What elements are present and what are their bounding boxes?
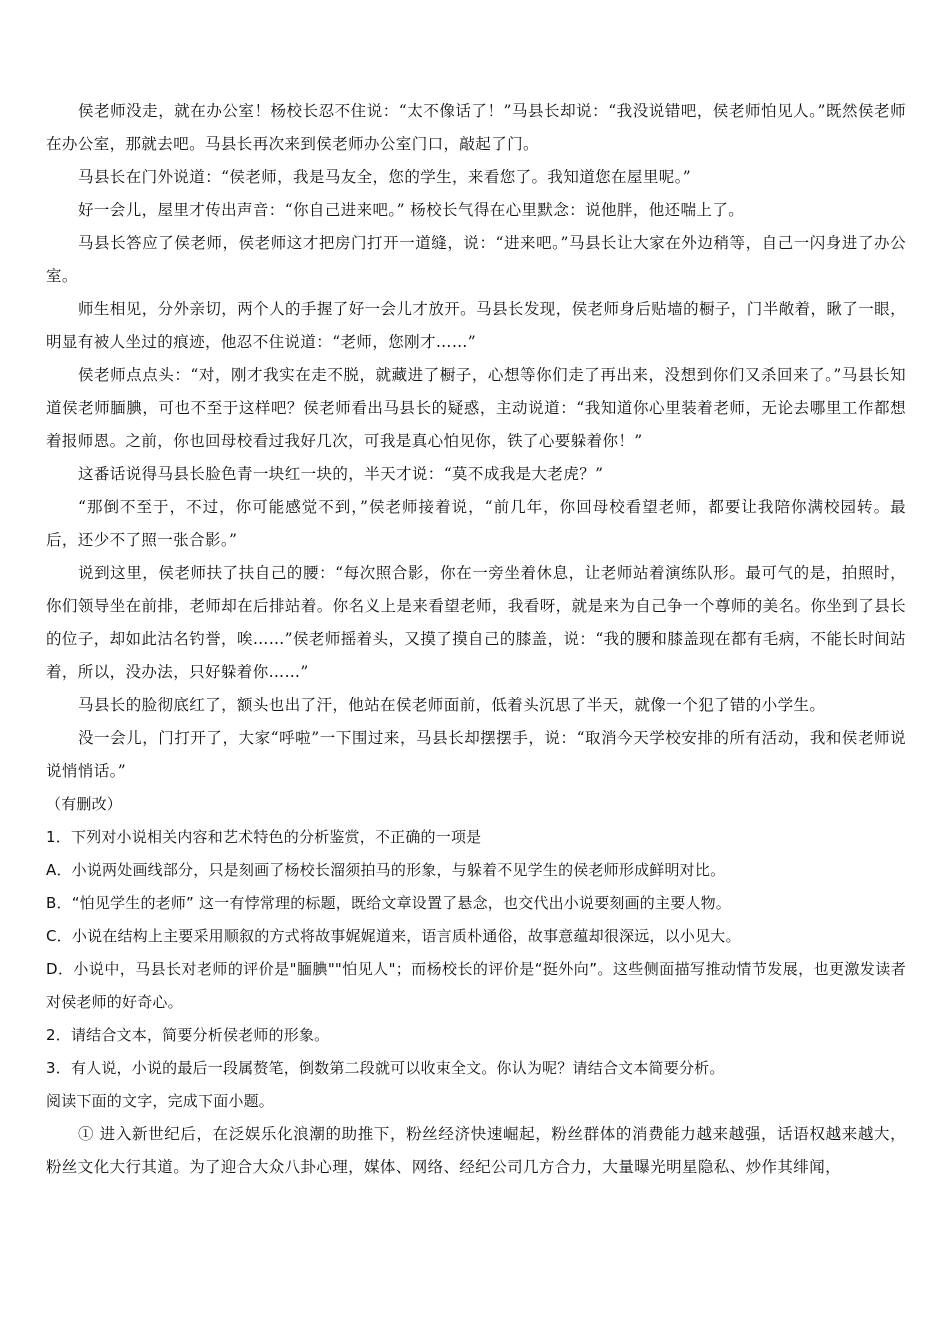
story-paragraph: “那倒不至于，不过，你可能感觉不到，”侯老师接着说，“前几年，你回母校看望老师，都要让我陪你满校园转。最后，还少不了照一张合影。” — [46, 498, 906, 549]
question-1-option-c: C．小说在结构上主要采用顺叙的方式将故事娓娓道来，语言质朴通俗，故事意蕴却很深远，以小见大。 — [46, 927, 741, 945]
question-3: 3．有人说，小说的最后一段属赘笔，倒数第二段就可以收束全文。你认为呢？请结合文本简要分析。 — [46, 1059, 725, 1077]
story-paragraph: 师生相见，分外亲切，两个人的手握了好一会儿才放开。马县长发现，侯老师身后贴墙的橱子，门半敞着，瞅了一眼，明显有被人坐过的痕迹，他忍不住说道：“老师，您刚才……” — [46, 300, 906, 351]
question-1-option-d: D．小说中，马县长对老师的评价是"腼腆""怕见人"；而杨校长的评价是“挺外向”。这些侧面描写推动情节发展，也更激发读者对侯老师的好奇心。 — [46, 960, 906, 1011]
story-paragraph: 马县长在门外说道：“侯老师，我是马友全，您的学生，来看您了。我知道您在屋里呢。” — [78, 168, 692, 186]
story-paragraph: 这番话说得马县长脸色青一块红一块的，半天才说：“莫不成我是大老虎？” — [78, 465, 604, 483]
document-page — [46, 95, 906, 1184]
story-paragraph: 好一会儿，屋里才传出声音：“你自己进来吧。” 杨校长气得在心里默念：说他胖，他还喘上了。 — [78, 201, 745, 219]
story-paragraph: 没一会儿，门打开了，大家“呼啦”一下围过来，马县长却摆摆手，说：“取消今天学校安排的所有活动，我和侯老师说说悄悄话。” — [46, 729, 906, 780]
question-2: 2．请结合文本，简要分析侯老师的形象。 — [46, 1026, 330, 1044]
story-paragraph: 侯老师没走，就在办公室！杨校长忍不住说：“太不像话了！”马县长却说：“我没说错吧，侯老师怕见人。”既然侯老师在办公室，那就去吧。马县长再次来到侯老师办公室门口，敲起了门。 — [46, 102, 906, 153]
passage-paragraph-1: ① 进入新世纪后，在泛娱乐化浪潮的助推下，粉丝经济快速崛起，粉丝群体的消费能力越来越强，话语权越来越大，粉丝文化大行其道。为了迎合大众八卦心理，媒体、网络、经纪公司几方合力，大量曝光明星隐私、炒作其绯闻， — [46, 1125, 906, 1176]
source-note: （有删改） — [46, 795, 123, 813]
story-paragraph: 说到这里，侯老师扶了扶自己的腰：“每次照合影，你在一旁坐着休息，让老师站着演练队形。最可气的是，拍照时，你们领导坐在前排，老师却在后排站着。你名义上是来看望老师，我看呀，就是来为自己争一个尊师的美名。你坐到了县长的位子，却如此沽名钓誉，唉……”侯老师摇着头，又摸了摸自己的膝盖，说：“我的腰和膝盖现在都有毛病，不能长时间站着，所以，没办法，只好躲着你……” — [46, 564, 906, 681]
question-1-option-a: A．小说两处画线部分，只是刻画了杨校长溜须拍马的形象，与躲着不见学生的侯老师形成鲜明对比。 — [46, 861, 726, 879]
story-paragraph: 马县长答应了侯老师，侯老师这才把房门打开一道缝，说：“进来吧。”马县长让大家在外边稍等，自己一闪身进了办公室。 — [46, 234, 906, 285]
question-1-option-b: B．“怕见学生的老师” 这一有悖常理的标题，既给文章设置了悬念，也交代出小说要刻画的主要人物。 — [46, 894, 732, 912]
reading-instruction: 阅读下面的文字，完成下面小题。 — [46, 1092, 275, 1110]
story-paragraph: 马县长的脸彻底红了，额头也出了汗，他站在侯老师面前，低着头沉思了半天，就像一个犯了错的小学生。 — [78, 696, 826, 714]
question-1-stem: 1．下列对小说相关内容和艺术特色的分析鉴赏，不正确的一项是 — [46, 828, 482, 846]
story-paragraph: 侯老师点点头：“对，刚才我实在走不脱，就藏进了橱子，心想等你们走了再出来，没想到你们又杀回来了。”马县长知道侯老师腼腆，可也不至于这样吧？侯老师看出马县长的疑惑，主动说道：“我知道你心里装着老师，无论去哪里工作都想着报师恩。之前，你也回母校看过我好几次，可我是真心怕见你，铁了心要躲着你！” — [46, 366, 906, 450]
